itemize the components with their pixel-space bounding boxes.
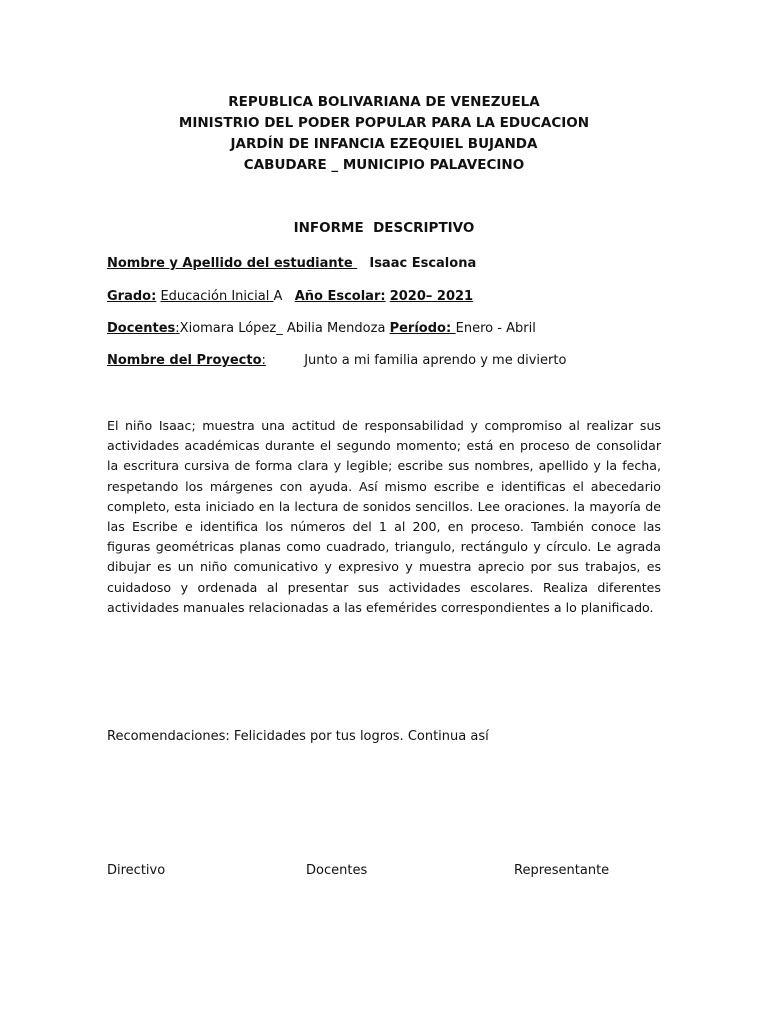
signature-directivo: Directivo (107, 863, 166, 878)
student-line (107, 256, 476, 271)
header-line-republic: REPUBLICA BOLIVARIANA DE VENEZUELA (228, 94, 540, 110)
teachers-line (107, 321, 536, 336)
description-paragraph: El niño Isaac; muestra una actitud de responsabilidad y compromiso al realizar sus actividades académicas durante el segundo momento; está en proceso de consolidar la escritura cursiva de forma clara y legible; escribe sus nombres, apellido y la fecha, respetando los márgenes con ayuda. Así mismo escribe e identificas el abecedario completo, esta iniciado en la lectura de sonidos sencillos. Lee oraciones. la mayoría de las Escribe e identifica los números del 1 al 200, en proceso. También conoce las figuras geométricas planas como cuadrado, triangulo, rectángulo y círculo. Le agrada dibujar es un niño comunicativo y expresivo y muestra aprecio por sus trabajos, es cuidadoso y ordenada al presentar sus actividades escolares. Realiza diferentes actividades manuales relacionadas a las efemérides correspondientes a lo planificado. (107, 418, 661, 615)
grade-value: Educación Inicial (160, 289, 274, 304)
report-title: INFORME DESCRIPTIVO (293, 220, 475, 236)
signature-docentes: Docentes (306, 863, 368, 878)
student-label: Nombre y Apellido del estudiante (107, 256, 358, 271)
project-colon: : (261, 353, 266, 368)
period-label: Período: (389, 321, 456, 336)
header-line-location: CABUDARE _ MUNICIPIO PALAVECINO (243, 157, 525, 173)
document-header (0, 92, 768, 176)
recommendations-text: Recomendaciones: Felicidades por tus logros. Continua así (107, 729, 489, 744)
project-label: Nombre del Proyecto (107, 353, 262, 368)
period-value: Enero - Abril (455, 321, 536, 336)
project-line (107, 353, 566, 368)
school-year-value: 2020– 2021 (389, 289, 474, 304)
teachers-colon: : (175, 321, 180, 336)
teachers-value: Xiomara López_ Abilia Mendoza (179, 321, 386, 336)
grade-section: A (273, 289, 283, 304)
grade-line (107, 289, 473, 304)
school-year-label: Año Escolar: (294, 289, 386, 304)
project-value: Junto a mi familia aprendo y me divierto (304, 353, 567, 368)
student-name: Isaac Escalona (369, 256, 477, 271)
grade-label: Grado: (107, 289, 157, 304)
header-line-school: JARDÍN DE INFANCIA EZEQUIEL BUJANDA (230, 136, 538, 152)
teachers-label: Docentes (107, 321, 176, 336)
signature-representante: Representante (514, 863, 610, 878)
header-line-ministry: MINISTRIO DEL PODER POPULAR PARA LA EDUCACION (178, 115, 590, 131)
